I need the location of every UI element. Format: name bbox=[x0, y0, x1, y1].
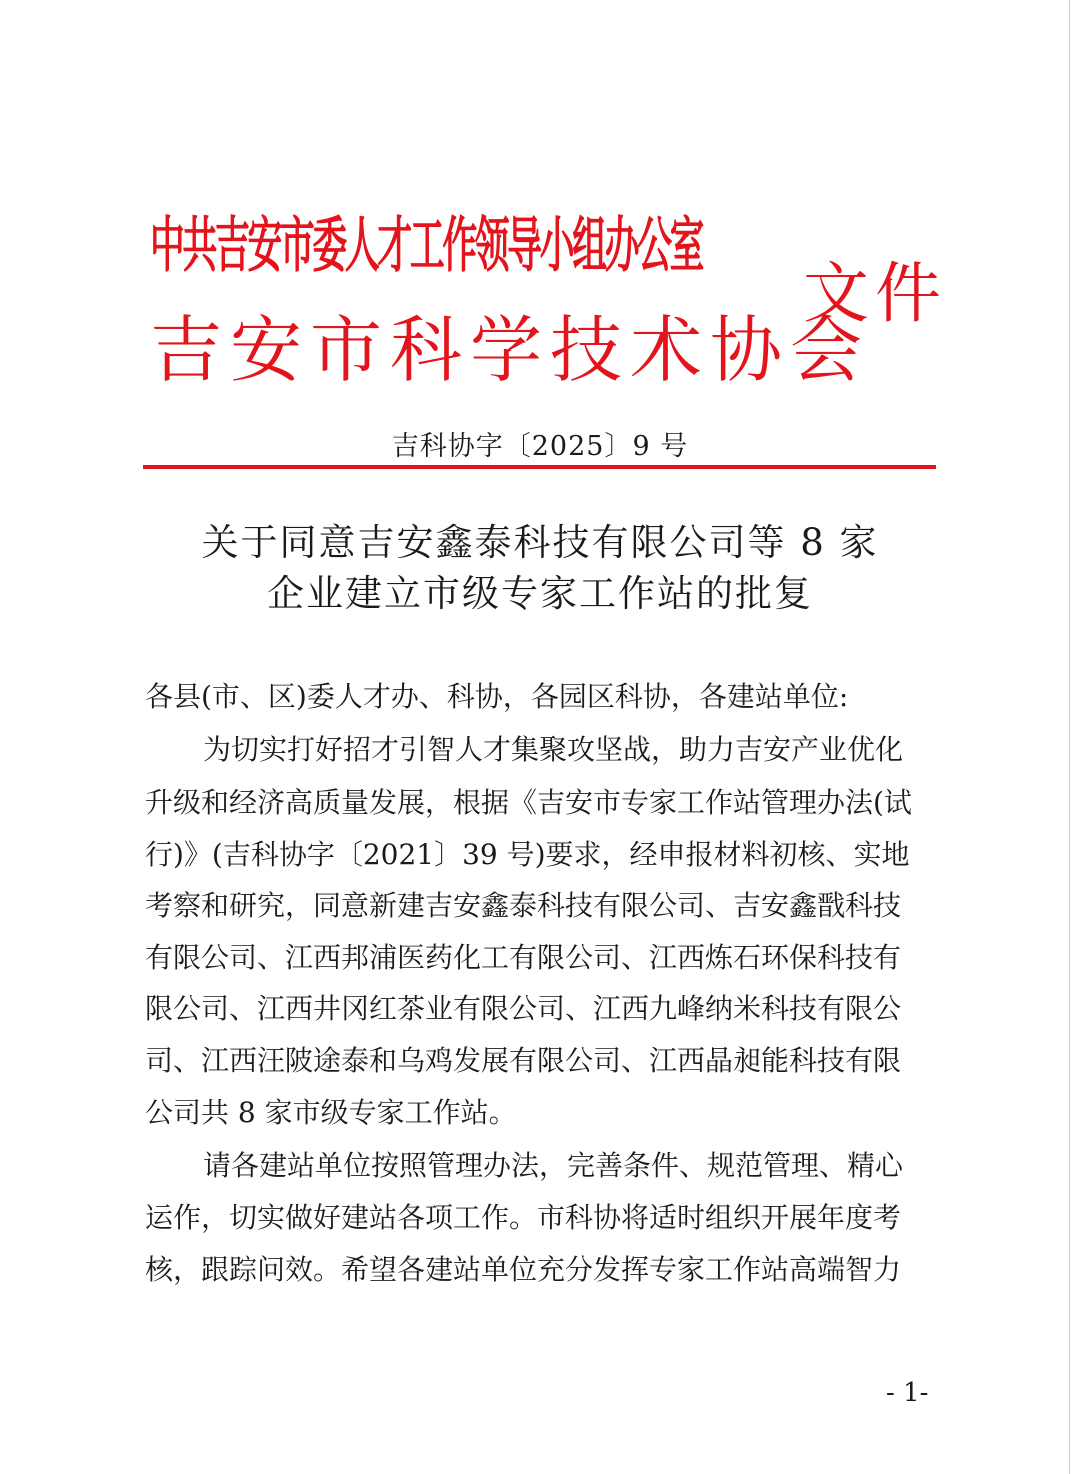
paragraph-line: 司、江西汪陂途泰和乌鸡发展有限公司、江西晶昶能科技有限 bbox=[145, 1044, 902, 1077]
document-title-line-2: 企业建立市级专家工作站的批复 bbox=[267, 572, 813, 615]
page-edge bbox=[1069, 0, 1070, 1474]
document-number: 吉科协字〔2025〕9 号 bbox=[391, 431, 689, 462]
paragraph-line: 核，跟踪问效。希望各建站单位充分发挥专家工作站高端智力 bbox=[145, 1253, 902, 1286]
paragraph-line: 考察和研究，同意新建吉安鑫泰科技有限公司、吉安鑫戬科技 bbox=[145, 889, 902, 922]
salutation: 各县(市、区)委人才办、科协，各园区科协，各建站单位: bbox=[145, 680, 849, 713]
paragraph-line: 为切实打好招才引智人才集聚攻坚战，助力吉安产业优化 bbox=[203, 733, 904, 766]
document-word: 文件 bbox=[803, 255, 947, 332]
issuing-org-line-2: 吉安市科学技术协会 bbox=[150, 308, 871, 392]
paragraph-line: 请各建站单位按照管理办法，完善条件、规范管理、精心 bbox=[203, 1149, 904, 1182]
issuing-org-line-1: 中共吉安市委人才工作领导小组办公室 bbox=[150, 211, 703, 281]
paragraph-line: 公司共 8 家市级专家工作站。 bbox=[145, 1096, 517, 1129]
paragraph-line: 限公司、江西井冈红茶业有限公司、江西九峰纳米科技有限公 bbox=[145, 992, 902, 1025]
document-title-line-1: 关于同意吉安鑫泰科技有限公司等 8 家 bbox=[201, 521, 879, 564]
paragraph-line: 行)》(吉科协字〔2021〕39 号)要求，经申报材料初核、实地 bbox=[145, 838, 910, 871]
paragraph-line: 升级和经济高质量发展，根据《吉安市专家工作站管理办法(试 bbox=[145, 786, 912, 819]
page-number: - 1- bbox=[886, 1378, 929, 1408]
paragraph-line: 有限公司、江西邦浦医药化工有限公司、江西炼石环保科技有 bbox=[145, 941, 902, 974]
paragraph-line: 运作，切实做好建站各项工作。市科协将适时组织开展年度考 bbox=[145, 1201, 902, 1234]
red-divider bbox=[143, 465, 936, 469]
